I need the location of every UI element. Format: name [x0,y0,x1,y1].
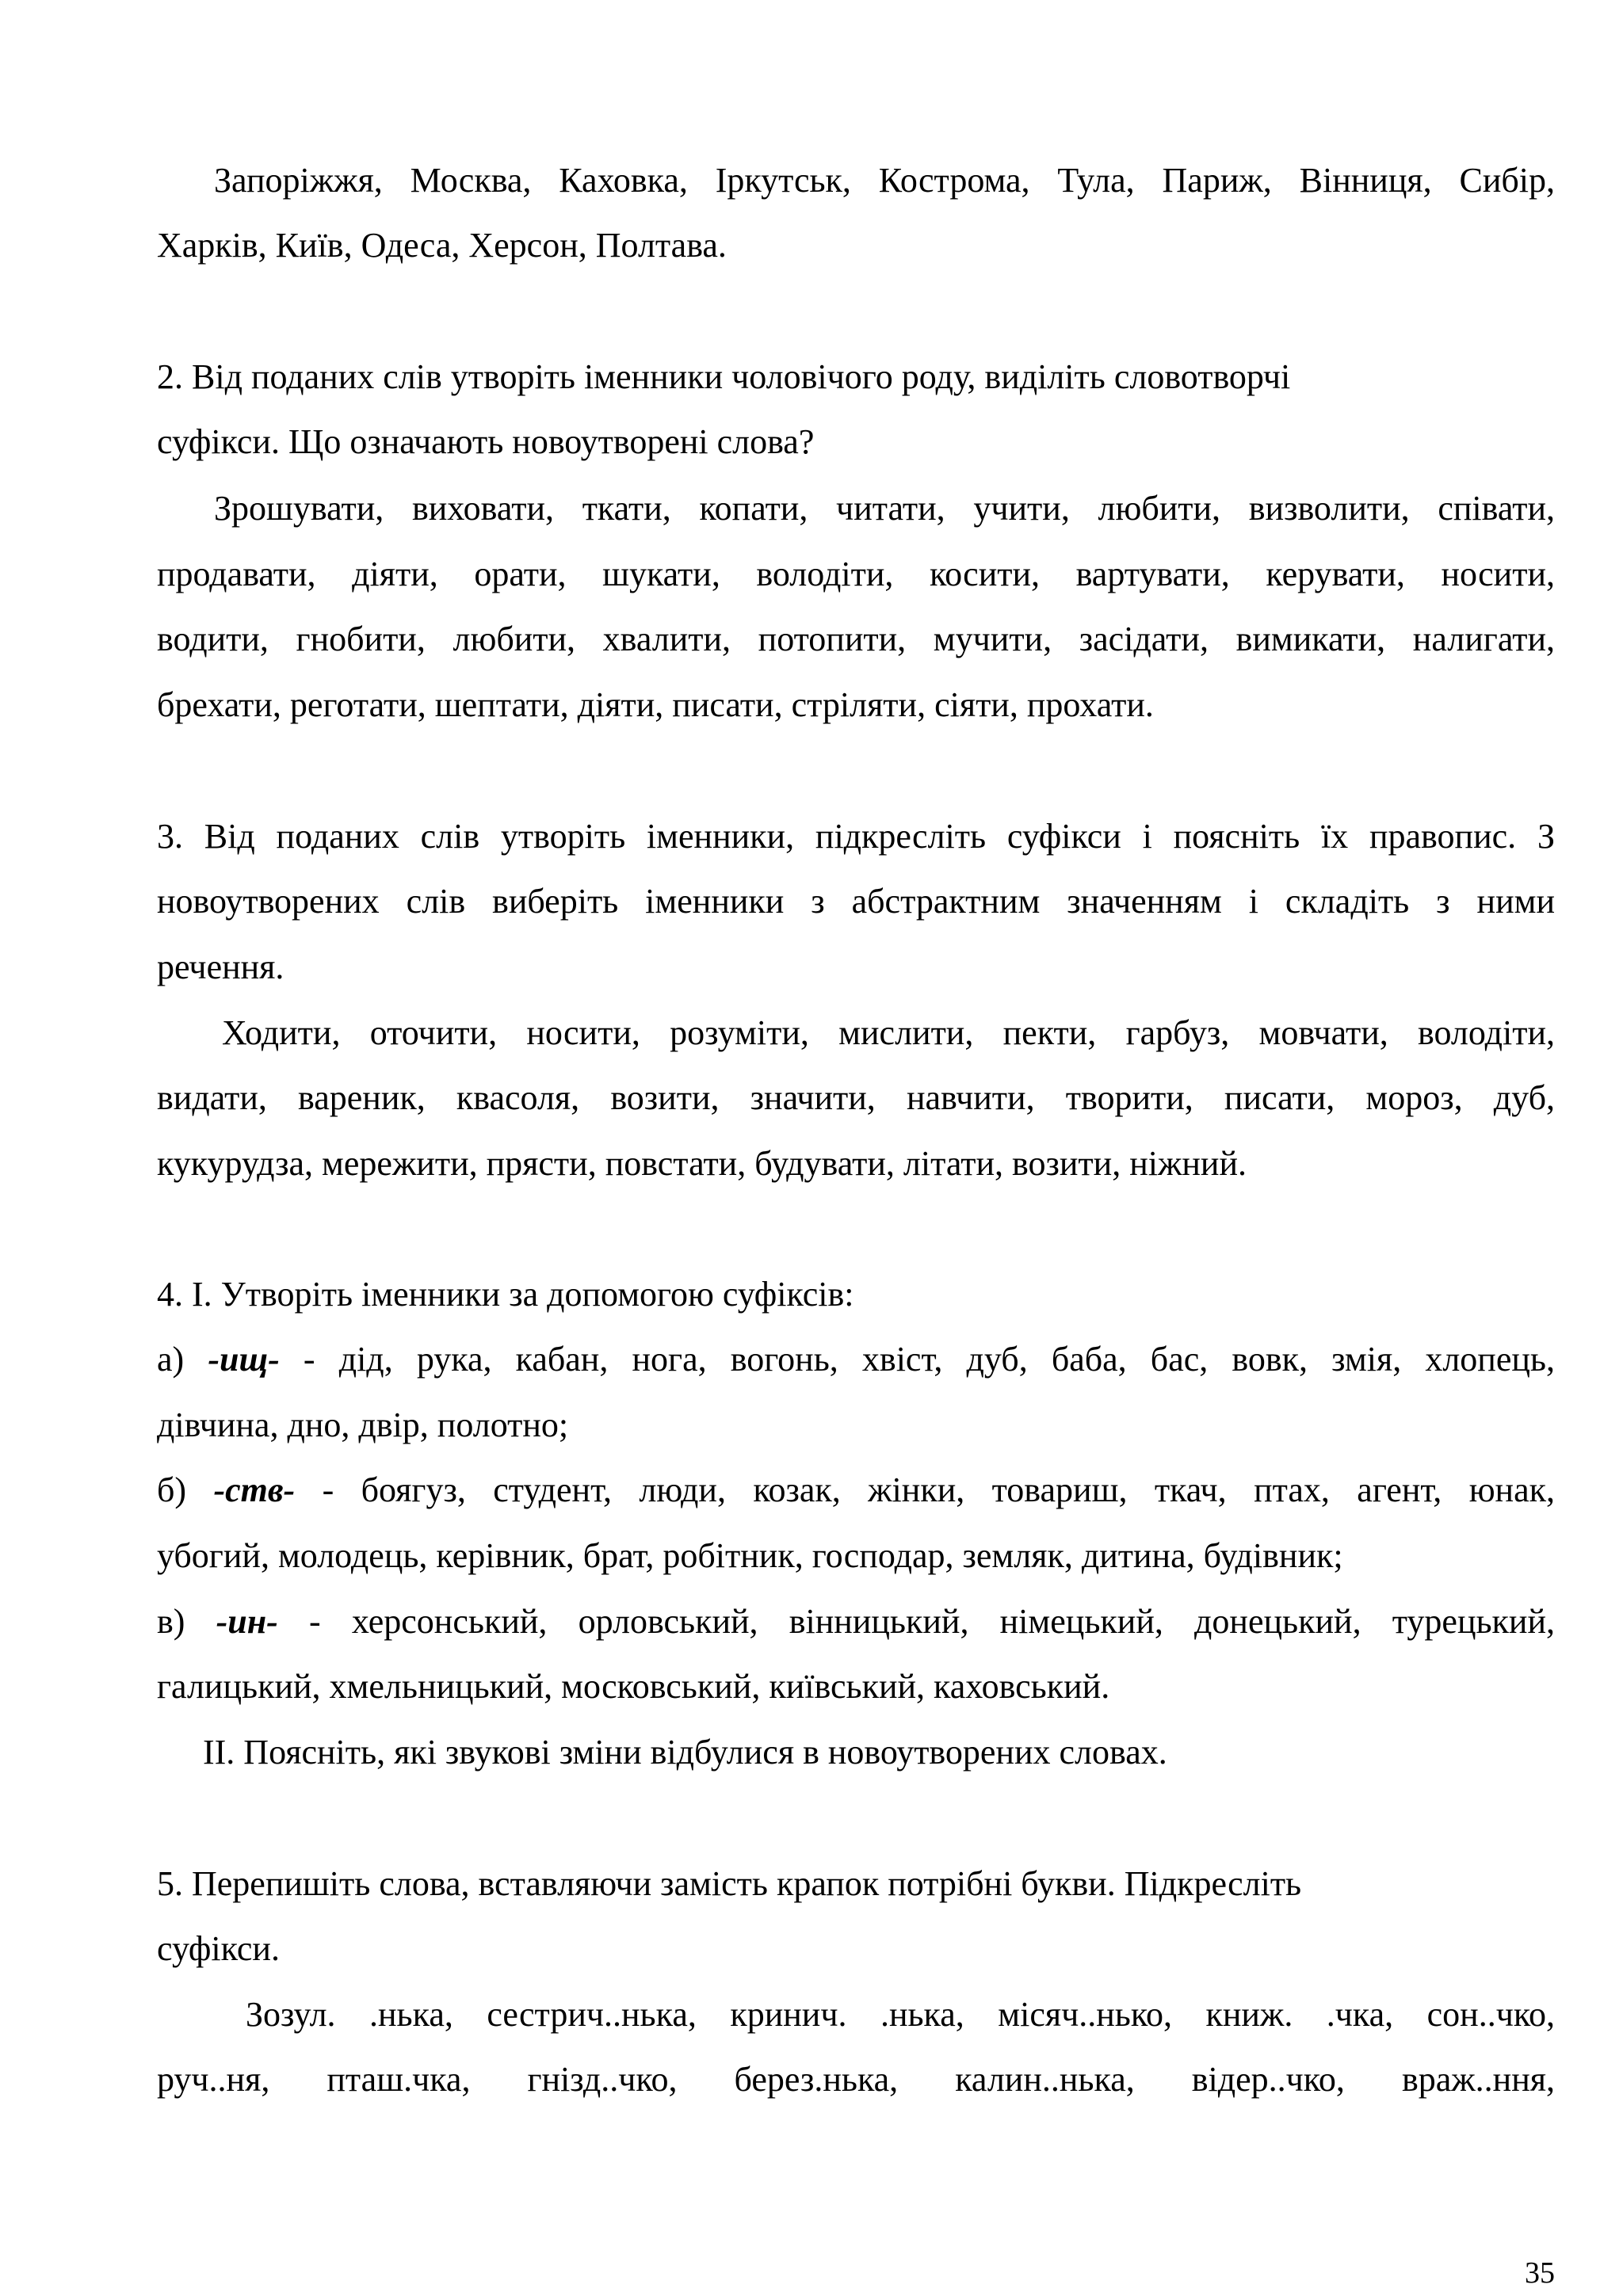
suffix-line-a [157,1337,1555,1382]
text-line: ІІ. Поясніть, які звукові зміни відбулися в новоутворених словах. [203,1733,1167,1772]
suffix-tag: -ищ- [208,1340,280,1379]
text-line: дівчина, дно, двір, полотно; [157,1405,569,1444]
word-list: - дід, рука, кабан, нога, вогонь, хвіст, дуб, баба, бас, вовк, змія, хлопець, [303,1340,1556,1379]
text-line: убогий, молодець, керівник, брат, робітник, господар, земляк, дитина, будівник; [157,1536,1343,1575]
suffix-line-c [157,1600,1555,1644]
text-line: галицький, хмельницький, московський, київський, каховський. [157,1667,1110,1706]
text-line: видати, вареник, квасоля, возити, значити, навчити, творити, писати, мороз, дуб, [157,1078,1555,1117]
text-line: речення. [157,948,285,986]
text-line: брехати, реготати, шептати, діяти, писати, стріляти, сіяти, прохати. [157,685,1154,724]
word-list: - боягуз, студент, люди, козак, жінки, товариш, ткач, птах, агент, юнак, [322,1470,1556,1509]
text-line: кукурудза, мережити, прясти, повстати, будувати, літати, возити, ніжний. [157,1144,1247,1183]
suffix-tag: -ин- [216,1602,278,1641]
text-line: Ходити, оточити, носити, розуміти, мислити, пекти, гарбуз, мовчати, володіти, [222,1013,1555,1052]
exercise-5-heading: 5. Перепишіть слова, вставляючи замість крапок потрібні букви. Підкресліть [157,1864,1302,1903]
item-marker: в) [157,1602,185,1641]
text-line: Зозул. .нька, сестрич..нька, кринич. .нька, місяч..нько, книж. .чка, сон..чко, [246,1995,1555,2034]
suffix-line-b [157,1468,1555,1512]
text-line: суфікси. Що означають новоутворені слова? [157,422,815,461]
text-line: руч..ня, пташ.чка, гнізд..чко, берез.нька, калин..нька, відер..чко, враж..ння, [157,2060,1555,2099]
exercise-3-heading: 3. Від поданих слів утворіть іменники, підкресліть суфікси і поясніть їх правопис. З [157,817,1555,856]
text-line: продавати, діяти, орати, шукати, володіти, косити, вартувати, керувати, носити, [157,555,1555,593]
word-list: - херсонський, орловський, вінницький, німецький, донецький, турецький, [309,1602,1556,1641]
text-line: Харків, Київ, Одеса, Херсон, Полтава. [157,226,727,265]
text-line: новоутворених слів виберіть іменники з абстрактним значенням і складіть з ними [157,882,1555,921]
item-marker: а) [157,1340,185,1379]
text-line: водити, гнобити, любити, хвалити, потопити, мучити, засідати, вимикати, налигати, [157,620,1555,658]
text-line: Запоріжжя, Москва, Каховка, Іркутськ, Кострома, Тула, Париж, Вінниця, Сибір, [214,161,1555,200]
suffix-tag: -ств- [213,1470,296,1509]
item-marker: б) [157,1470,187,1509]
exercise-2-heading: 2. Від поданих слів утворіть іменники чоловічого роду, виділіть словотворчі [157,357,1291,396]
text-line: Зрошувати, виховати, ткати, копати, читати, учити, любити, визволити, співати, [214,489,1555,528]
text-line: суфікси. [157,1929,280,1968]
page-number: 35 [1525,2256,1555,2290]
exercise-4-heading: 4. І. Утворіть іменники за допомогою суфіксів: [157,1275,854,1314]
